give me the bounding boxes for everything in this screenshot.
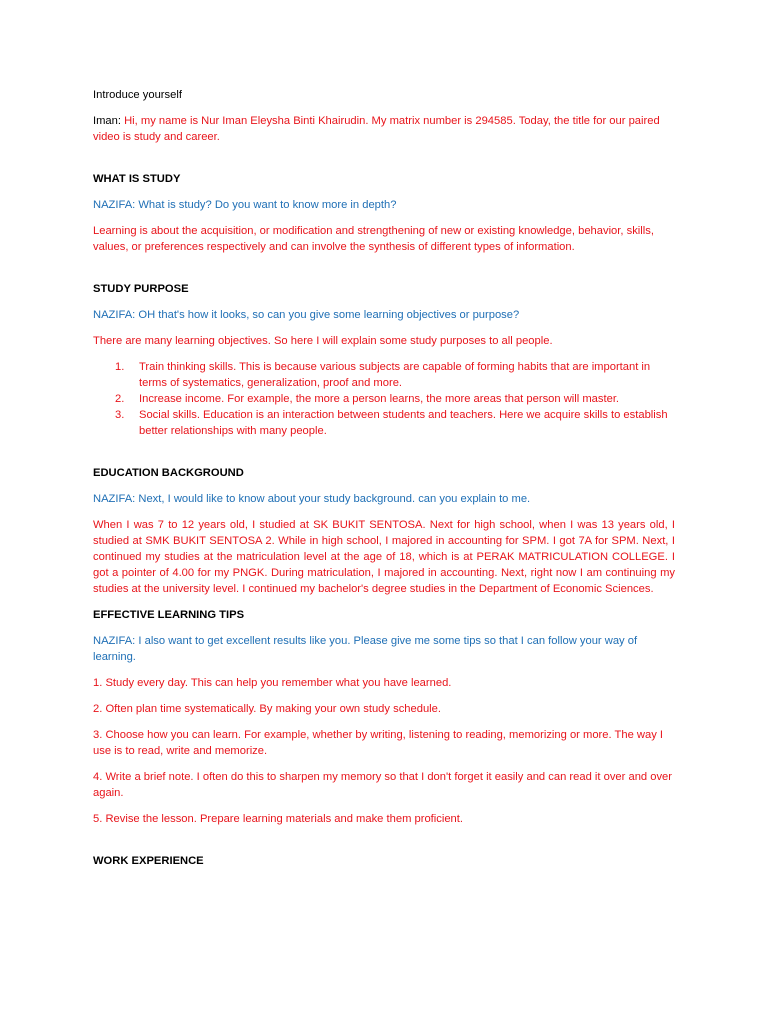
learning-tip: 5. Revise the lesson. Prepare learning materials and make them proficient.	[93, 813, 463, 825]
intro-speaker: Iman:	[93, 115, 121, 127]
section-heading-effective-learning: EFFECTIVE LEARNING TIPS	[93, 609, 245, 621]
answer-what-is-study: Learning is about the acquisition, or modification and strengthening of new or existing knowledge, behavior, skills, values, or preferences respectively and can involve the synthesis of different types of information.	[93, 225, 654, 253]
list-item-number: 3.	[115, 409, 125, 421]
study-purpose-list	[93, 359, 675, 439]
question-education-background: NAZIFA: Next, I would like to know about your study background. can you explain to me.	[93, 493, 531, 505]
list-item	[93, 359, 675, 391]
intro-paragraph	[93, 113, 675, 145]
learning-tip: 4. Write a brief note. I often do this to sharpen my memory so that I don't forget it easily and can read it over and over again.	[93, 771, 673, 799]
answer-education-background: When I was 7 to 12 years old, I studied at SK BUKIT SENTOSA. Next for high school, when I was 13 years old, I studied at SMK BUKIT SENTOSA 2. While in high school, I majored in accounting for SPM. I got 7A for SPM. Next, I continued my studies at the matriculation level at the age of 18, which is at PERAK MATRICULATION COLLEGE. I got a pointer of 4.00 for my PNGK. During matriculation, I majored in accounting. Next, right now I am continuing my studies at the university level. I continued my bachelor's degree studies in the Department of Economic Sciences.	[93, 519, 675, 595]
answer-study-purpose: There are many learning objectives. So here I will explain some study purposes to all people.	[93, 335, 553, 347]
list-item-number: 2.	[115, 393, 125, 405]
section-heading-work-experience: WORK EXPERIENCE	[93, 855, 204, 867]
list-item-number: 1.	[115, 361, 125, 373]
list-item-text: Train thinking skills. This is because various subjects are capable of forming habits that are important in terms of systematics, generalization, proof and more.	[139, 361, 651, 389]
learning-tip: 2. Often plan time systematically. By making your own study schedule.	[93, 703, 442, 715]
list-item-text: Social skills. Education is an interaction between students and teachers. Here we acquire skills to establish better relationships with many people.	[139, 409, 668, 437]
section-heading-education-background: EDUCATION BACKGROUND	[93, 467, 244, 479]
document-page	[93, 87, 675, 879]
list-item	[93, 407, 675, 439]
learning-tip: 3. Choose how you can learn. For example, whether by writing, listening to reading, memorizing or more. The way I use is to read, write and memorize.	[93, 729, 664, 757]
section-heading-study-purpose: STUDY PURPOSE	[93, 283, 189, 295]
learning-tip: 1. Study every day. This can help you remember what you have learned.	[93, 677, 452, 689]
question-study-purpose: NAZIFA: OH that's how it looks, so can you give some learning objectives or purpose?	[93, 309, 520, 321]
intro-text: Hi, my name is Nur Iman Eleysha Binti Khairudin. My matrix number is 294585. Today, the title for our paired video is study and career.	[93, 115, 660, 143]
list-item	[93, 391, 675, 407]
list-item-text: Increase income. For example, the more a person learns, the more areas that person will master.	[139, 393, 620, 405]
section-heading-what-is-study: WHAT IS STUDY	[93, 173, 181, 185]
question-effective-learning: NAZIFA: I also want to get excellent results like you. Please give me some tips so that I can follow your way of learning.	[93, 635, 638, 663]
intro-heading: Introduce yourself	[93, 89, 182, 101]
question-what-is-study: NAZIFA: What is study? Do you want to know more in depth?	[93, 199, 397, 211]
